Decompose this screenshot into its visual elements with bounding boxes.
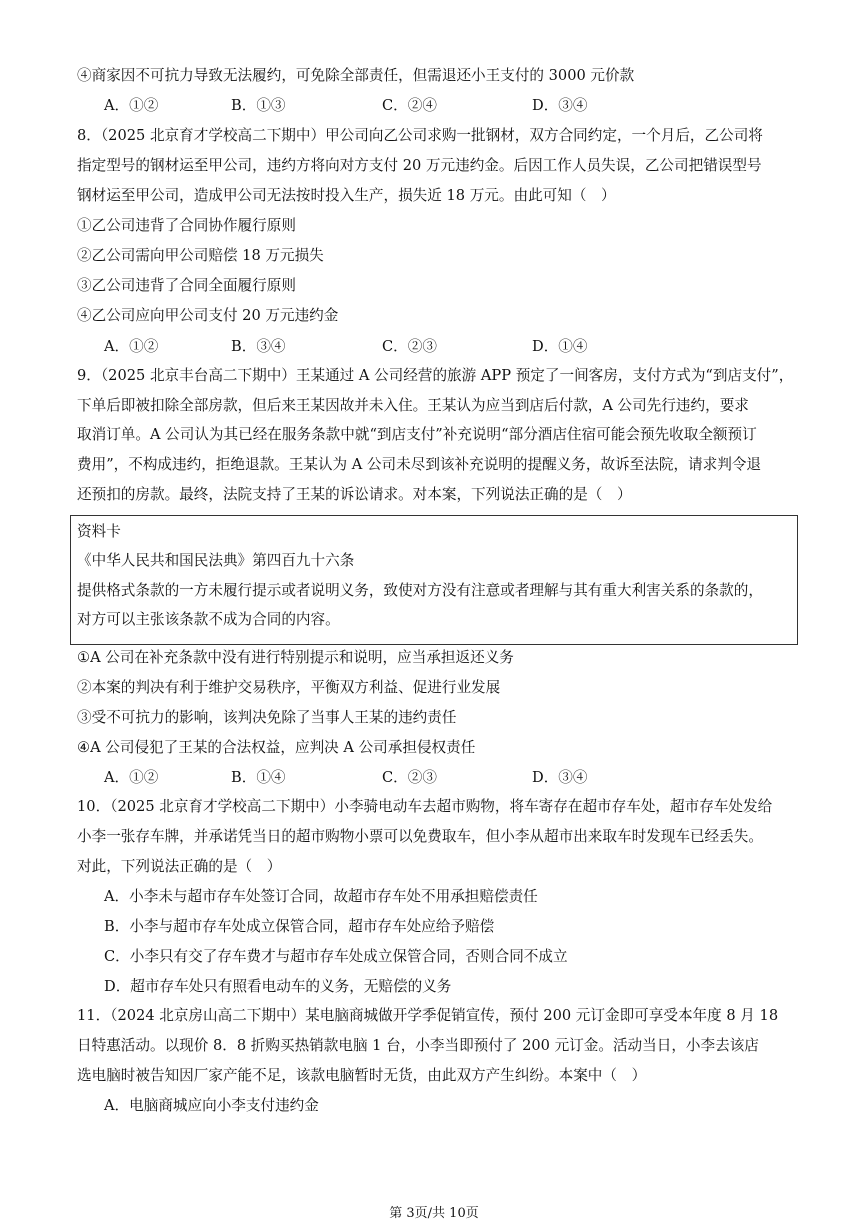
q11-stem-line: 11．（2024 北京房山高二下期中）某电脑商城做开学季促销宣传，预付 200 元订金即可享受本年度 8 月 18 xyxy=(77,1007,779,1024)
q9-stem-line: 下单后即被扣除全部房款，但后来王某因故并未入住。王某认为应当到店后付款，A 公司先行违约，要求 xyxy=(77,397,749,414)
q10-stem-line: 10．（2025 北京育才学校高二下期中）小李骑电动车去超市购物，将车寄存在超市存车处，超市存车处发给 xyxy=(77,798,773,815)
reference-card-law: 《中华人民共和国民法典》第四百九十六条 xyxy=(77,552,355,569)
q11-choice-a: A．电脑商城应向小李支付违约金 xyxy=(104,1097,319,1114)
q9-item-1: ①A 公司在补充条款中没有进行特别提示和说明，应当承担返还义务 xyxy=(77,649,514,666)
q10-stem-line: 对此，下列说法正确的是（ ） xyxy=(77,858,282,875)
q9-item-3: ③受不可抗力的影响，该判决免除了当事人王某的违约责任 xyxy=(77,709,457,726)
q10-choice-b: B．小李与超市存车处成立保管合同，超市存车处应给予赔偿 xyxy=(104,918,495,935)
q11-stem-line: 选电脑时被告知因厂家产能不足，该款电脑暂时无货，由此双方产生纠纷。本案中（ ） xyxy=(77,1067,647,1084)
q8-item-3: ③乙公司违背了合同全面履行原则 xyxy=(77,277,296,294)
q11-stem-line: 日特惠活动。以现价 8．8 折购买热销款电脑 1 台，小李当即预付了 200 元订金。活动当日，小李去该店 xyxy=(77,1037,759,1054)
q8-stem-line: 8．（2025 北京育才学校高二下期中）甲公司向乙公司求购一批钢材，双方合同约定，一个月后，乙公司将 xyxy=(77,127,763,144)
q9-stem-line: 费用”，不构成违约，拒绝退款。王某认为 A 公司未尽到该补充说明的提醒义务，故诉至法院，请求判令退 xyxy=(77,456,762,473)
q7-item-4: ④商家因不可抗力导致无法履约，可免除全部责任，但需退还小王支付的 3000 元价款 xyxy=(77,67,635,84)
q7-option-b: B．①③ xyxy=(231,97,286,114)
q10-choice-a: A．小李未与超市存车处签订合同，故超市存车处不用承担赔偿责任 xyxy=(104,888,538,905)
q7-option-c: C．②④ xyxy=(382,97,437,114)
q8-item-1: ①乙公司违背了合同协作履行原则 xyxy=(77,217,296,234)
q9-stem-line: 9．（2025 北京丰台高二下期中）王某通过 A 公司经营的旅游 APP 预定了一间客房，支付方式为“到店支付”， xyxy=(77,367,794,384)
q9-item-4: ④A 公司侵犯了王某的合法权益，应判决 A 公司承担侵权责任 xyxy=(77,739,476,756)
q7-option-d: D．③④ xyxy=(532,97,588,114)
reference-card-text: 提供格式条款的一方未履行提示或者说明义务，致使对方没有注意或者理解与其有重大利害关系的条款的， xyxy=(77,582,763,599)
q9-item-2: ②本案的判决有利于维护交易秩序，平衡双方利益、促进行业发展 xyxy=(77,679,501,696)
q9-option-c: C．②③ xyxy=(382,769,437,786)
q8-stem-line: 钢材运至甲公司，造成甲公司无法按时投入生产，损失近 18 万元。由此可知（ ） xyxy=(77,187,616,204)
q10-stem-line: 小李一张存车牌，并承诺凭当日的超市购物小票可以免费取车，但小李从超市出来取车时发现车已经丢失。 xyxy=(77,828,763,845)
q10-choice-c: C．小李只有交了存车费才与超市存车处成立保管合同，否则合同不成立 xyxy=(104,948,568,965)
q9-stem-line: 取消订单。A 公司认为其已经在服务条款中就“到店支付”补充说明“部分酒店住宿可能会预先收取全额预订 xyxy=(77,426,757,443)
q9-stem-line: 还预扣的房款。最终，法院支持了王某的诉讼请求。对本案，下列说法正确的是（ ） xyxy=(77,486,632,503)
reference-card-text: 对方可以主张该条款不成为合同的内容。 xyxy=(77,611,340,628)
q7-option-a: A．①② xyxy=(104,97,159,114)
q10-choice-d: D．超市存车处只有照看电动车的义务，无赔偿的义务 xyxy=(104,978,452,995)
q8-option-b: B．③④ xyxy=(231,338,286,355)
reference-card-title: 资料卡 xyxy=(77,523,121,540)
q9-option-d: D．③④ xyxy=(532,769,588,786)
q8-option-c: C．②③ xyxy=(382,338,437,355)
q8-option-a: A．①② xyxy=(104,338,159,355)
q8-stem-line: 指定型号的钢材运至甲公司，违约方将向对方支付 20 万元违约金。后因工作人员失误，乙公司把错误型号 xyxy=(77,157,762,174)
q8-item-4: ④乙公司应向甲公司支付 20 万元违约金 xyxy=(77,307,339,324)
q9-option-a: A．①② xyxy=(104,769,159,786)
q8-item-2: ②乙公司需向甲公司赔偿 18 万元损失 xyxy=(77,247,324,264)
q9-option-b: B．①④ xyxy=(231,769,286,786)
q8-option-d: D．①④ xyxy=(532,338,588,355)
page-number: 第 3页/共 10页 xyxy=(389,1206,479,1221)
